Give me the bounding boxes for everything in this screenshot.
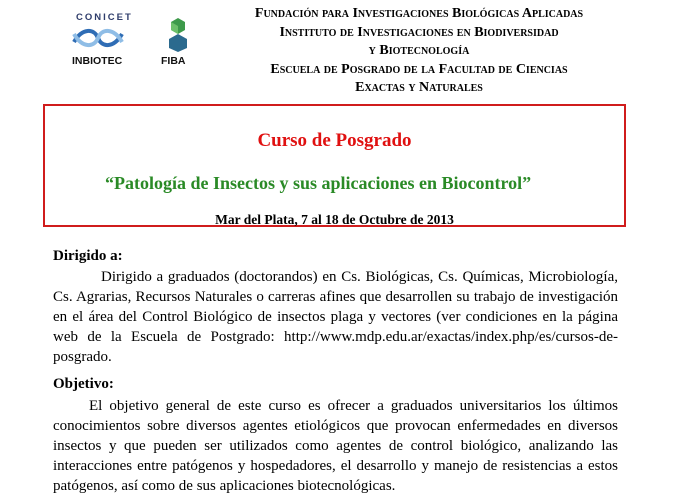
dirigido-paragraph: Dirigido a graduados (doctorandos) en Cs. Biológicas, Cs. Químicas, Microbiología, Cs. Agrarias, Recursos Naturales o carreras afines que desarrollen su trabajo de investigación en el área del Control Biológico de insectos plaga y vectores (ver condiciones en la página web de la Escuela de Postgrado: http://www.mdp.edu.ar/exactas/index.php/es/cursos-de-posgrado.	[53, 269, 618, 365]
institution-logos	[60, 12, 210, 72]
inbiotec-logo-text: INBIOTEC	[72, 55, 123, 67]
header-line-institute-cont: y Biotecnología	[368, 43, 470, 58]
header-line-school-cont: Exactas y Naturales	[355, 80, 483, 95]
course-title: “Patología de Insectos y sus aplicaciones en Biocontrol”	[105, 173, 532, 193]
dirigido-heading: Dirigido a:	[53, 248, 123, 264]
header-line-fiba: Fundación para Investigaciones Biológicas Aplicadas	[254, 6, 584, 21]
course-place-date: Mar del Plata, 7 al 18 de Octubre de 2013	[215, 212, 454, 227]
conicet-logo-icon	[72, 24, 124, 52]
objetivo-paragraph: El objetivo general de este curso es ofrecer a graduados universitarios los últimos conocimientos sobre diversos agentes etiológicos que provocan enfermedades en diversos insectos y que pueden ser utilizados como agentes de control biológico, analizando las interacciones entre patógenos y hospedadores, el desarrollo y manejo de resistencias a estos patógenos, así como de sus aplicaciones biotecnológicas.	[53, 398, 618, 494]
header-line-institute: Instituto de Investigaciones en Biodiversidad	[279, 24, 559, 40]
fiba-logo-icon	[165, 16, 191, 52]
conicet-logo-text: CONICET	[76, 12, 133, 23]
fiba-logo-text: FIBA	[161, 55, 186, 67]
course-banner	[43, 104, 626, 227]
objetivo-heading: Objetivo:	[53, 376, 114, 392]
header-line-school: Escuela de Posgrado de la Facultad de Ciencias	[270, 61, 568, 77]
institution-header	[205, 5, 633, 98]
course-kind: Curso de Posgrado	[257, 130, 412, 151]
